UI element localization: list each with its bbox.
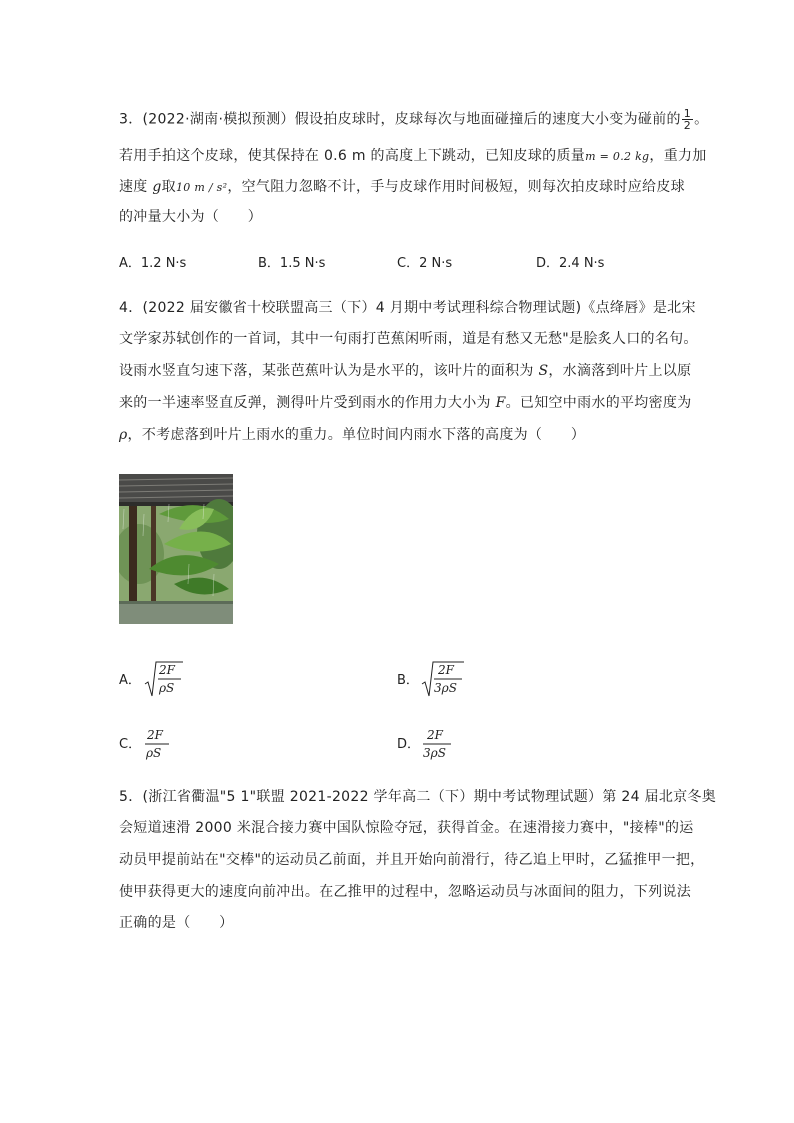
q3-line-1: 3．(2022·湖南·模拟预测）假设拍皮球时，皮球每次与地面碰撞后的速度大小变为碰前的 $\frac{1}{2}$ 。 bbox=[119, 107, 709, 132]
q4-line-2: 文学家苏轼创作的一首词，其中一句雨打芭蕉闲听雨，道是有愁又无愁"是脍炙人口的名句。 bbox=[119, 331, 698, 347]
q5-line-2: 会短道速滑 2000 米混合接力赛中国队惊险夺冠，获得首金。在速滑接力赛中，"接棒"的运 bbox=[119, 820, 694, 836]
q3-option-d: D．2.4 N·s bbox=[536, 256, 605, 271]
q4-line-3: 设雨水竖直匀速下落，某张芭蕉叶认为是水平的，该叶片的面积为 S，水滴落到叶片上以原 bbox=[119, 363, 692, 379]
q4-line-5: ρ，不考虑落到叶片上雨水的重力。单位时间内雨水下落的高度为（ ） bbox=[119, 427, 586, 443]
q3-option-b: B．1.5 N·s bbox=[258, 256, 326, 271]
gravity-value: 10 m / s² bbox=[175, 181, 228, 194]
q5-line-5: 正确的是（ ） bbox=[119, 915, 234, 931]
q4-option-c-formula: 2F ρS bbox=[146, 728, 163, 760]
q4-option-d-formula: 2F 3ρS bbox=[423, 728, 446, 760]
q4-line-1: 4．(2022 届安徽省十校联盟高三（下）4 月期中考试理科综合物理试题)《点绛唇》是北宋 bbox=[119, 300, 696, 316]
mass-value: m = 0.2 kg bbox=[585, 150, 650, 163]
q3-line-2: 若用手拍这个皮球，使其保持在 0.6 m 的高度上下跳动，已知皮球的质量m = 0.2 kg，重力加 bbox=[119, 148, 707, 164]
q4-line-4: 来的一半速率竖直反弹，测得叶片受到雨水的作用力大小为 F。已知空中雨水的平均密度为 bbox=[119, 395, 692, 411]
q3-line-4: 的冲量大小为（ ） bbox=[119, 209, 262, 225]
q3-fraction: $\frac{1}{2}$ bbox=[683, 107, 692, 132]
q5-line-3: 动员甲提前站在"交棒"的运动员乙前面，并且开始向前滑行，待乙追上甲时，乙猛推甲一把， bbox=[119, 852, 705, 868]
q3-option-a: A．1.2 N·s bbox=[119, 256, 187, 271]
q4-option-a-formula: 2F ρS bbox=[143, 660, 183, 704]
q4-option-b-label: B． bbox=[397, 673, 419, 688]
q3-option-c: C．2 N·s bbox=[397, 256, 453, 271]
q4-option-a-label: A． bbox=[119, 673, 141, 688]
q4-option-d-label: D． bbox=[397, 737, 421, 752]
q5-line-4: 使甲获得更大的速度向前冲出。在乙推甲的过程中，忽略运动员与冰面间的阻力，下列说法 bbox=[119, 884, 691, 900]
q3-text: 3．(2022·湖南·模拟预测）假设拍皮球时，皮球每次与地面碰撞后的速度大小变为碰前的 bbox=[119, 111, 681, 128]
q3-line-3: 速度 g取10 m / s²，空气阻力忽略不计，手与皮球作用时间极短，则每次拍皮球时应给皮球 bbox=[119, 179, 685, 195]
q4-option-c-label: C． bbox=[119, 737, 142, 752]
banana-leaves-photo bbox=[119, 474, 233, 624]
q5-line-1: 5．(浙江省衢温"5 1"联盟 2021-2022 学年高二（下）期中考试物理试题）第 24 届北京冬奥 bbox=[119, 789, 717, 805]
q4-option-b-formula: 2F 3ρS bbox=[420, 660, 464, 704]
